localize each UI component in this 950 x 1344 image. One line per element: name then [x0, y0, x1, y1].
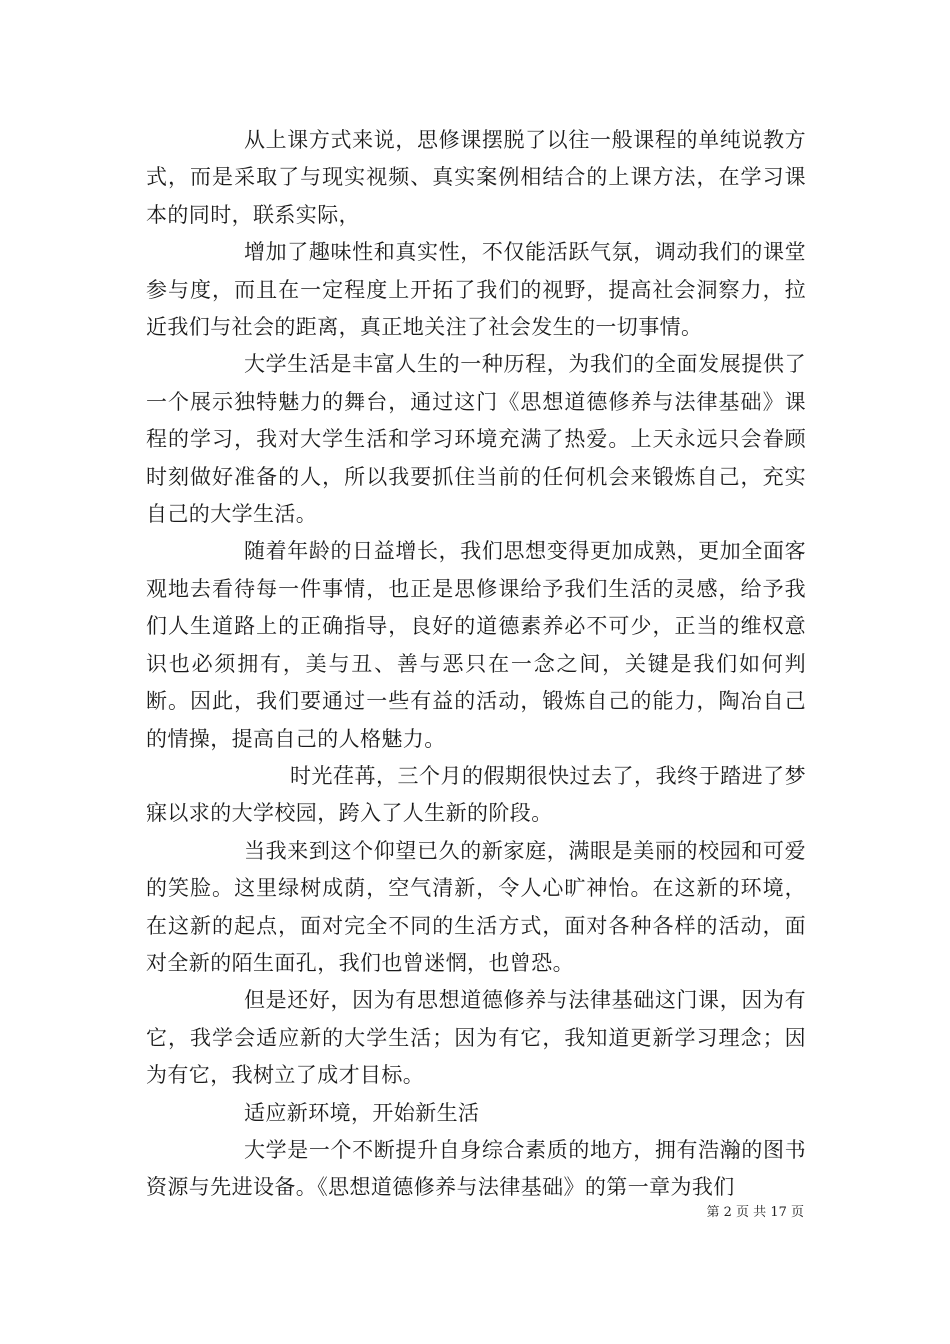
- paragraph-2: 增加了趣味性和真实性，不仅能活跃气氛，调动我们的课堂参与度，而且在一定程度上开拓了我们的视野，提高社会洞察力，拉近我们与社会的距离，真正地关注了社会发生的一切事情。: [146, 240, 806, 340]
- paragraph-3: 大学生活是丰富人生的一种历程，为我们的全面发展提供了一个展示独特魅力的舞台，通过这门《思想道德修养与法律基础》课程的学习，我对大学生活和学习环境充满了热爱。上天永远只会眷顾时刻做好准备的人，所以我要抓住当前的任何机会来锻炼自己，充实自己的大学生活。: [146, 352, 806, 527]
- paragraph-6: 当我来到这个仰望已久的新家庭，满眼是美丽的校园和可爱的笑脸。这里绿树成荫，空气清新，令人心旷神怡。在这新的环境，在这新的起点，面对完全不同的生活方式，面对各种各样的活动，面对全新的陌生面孔，我们也曾迷惘，也曾恐。: [146, 838, 806, 975]
- section-heading: 适应新环境，开始新生活: [244, 1100, 480, 1125]
- paragraph-7: 但是还好，因为有思想道德修养与法律基础这门课，因为有它，我学会适应新的大学生活；因为有它，我知道更新学习理念；因为有它，我树立了成才目标。: [146, 988, 806, 1088]
- paragraph-1: 从上课方式来说，思修课摆脱了以往一般课程的单纯说教方式，而是采取了与现实视频、真实案例相结合的上课方法，在学习课本的同时，联系实际，: [146, 128, 806, 227]
- paragraph-8: 大学是一个不断提升自身综合素质的地方，拥有浩瀚的图书资源与先进设备。《思想道德修养与法律基础》的第一章为我们: [146, 1137, 806, 1200]
- paragraph-4: 随着年龄的日益增长，我们思想变得更加成熟，更加全面客观地去看待每一件事情，也正是思修课给予我们生活的灵感，给予我们人生道路上的正确指导，良好的道德素养必不可少，正当的维权意识也必须拥有，美与丑、善与恶只在一念之间，关键是我们如何判断。因此，我们要通过一些有益的活动，锻炼自己的能力，陶冶自己的情操，提高自己的人格魅力。: [146, 539, 806, 751]
- body-text: [146, 122, 806, 1207]
- page-number: 第 2 页 共 17 页: [706, 1205, 804, 1220]
- paragraph-5: 时光荏苒，三个月的假期很快过去了，我终于踏进了梦寐以求的大学校园，跨入了人生新的阶段。: [146, 763, 806, 826]
